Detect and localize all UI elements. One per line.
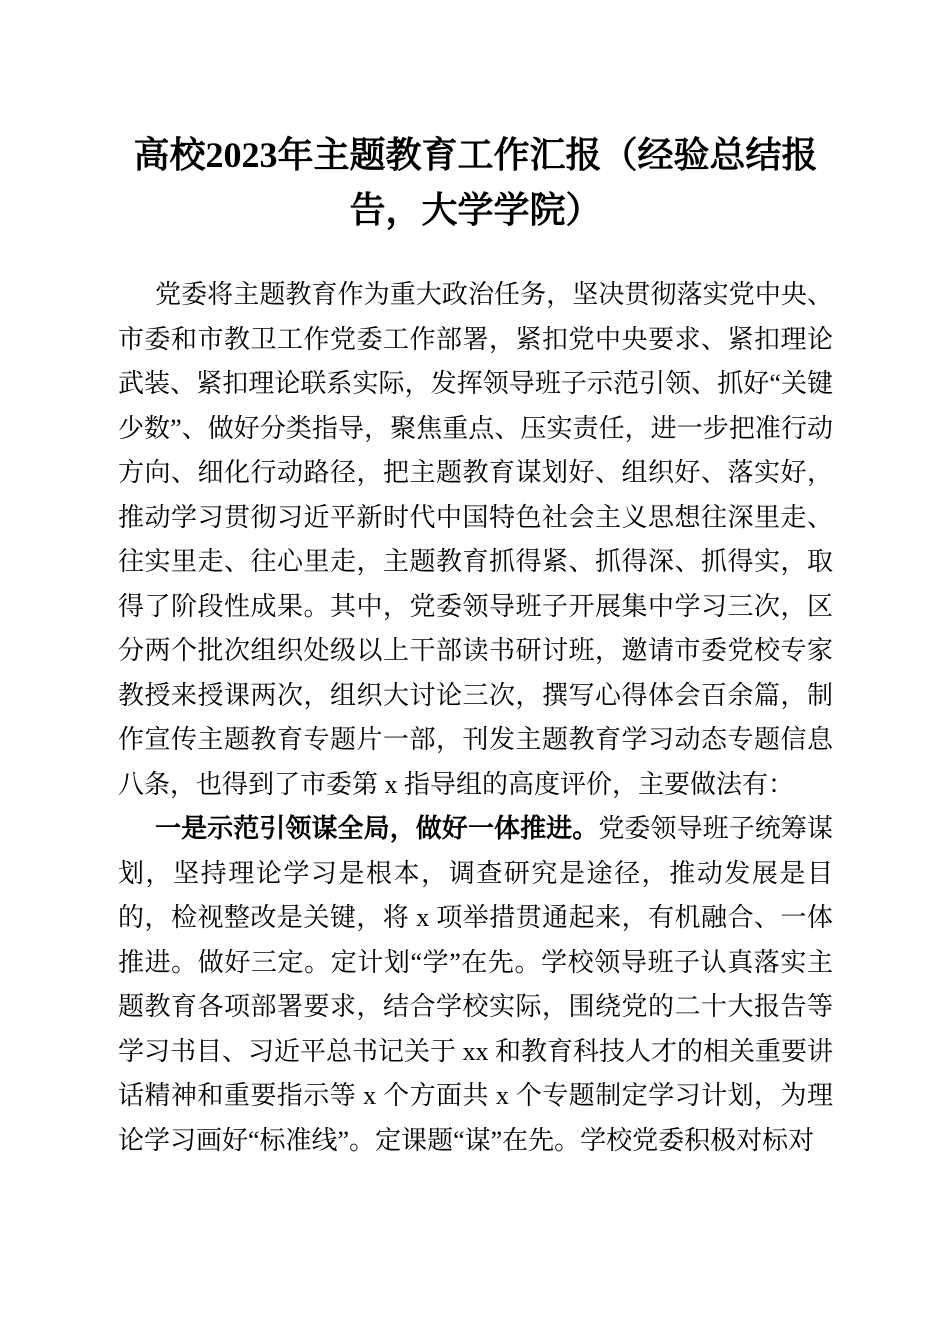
paragraph-point-one-lead: 一是示范引领谋全局，做好一体推进。 bbox=[155, 814, 599, 843]
paragraph-point-one bbox=[118, 807, 833, 1163]
document-title: 高校2023年主题教育工作汇报（经验总结报告，大学学院） bbox=[133, 135, 818, 230]
paragraph-intro: 党委将主题教育作为重大政治任务，坚决贯彻落实党中央、市委和市教卫工作党委工作部署，紧扣党中央要求、紧扣理论武装、紧扣理论联系实际，发挥领导班子示范引领、抓好“关键少数”、做好分类指导，聚焦重点、压实责任，进一步把准行动方向、细化行动路径，把主题教育谋划好、组织好、落实好，推动学习贯彻习近平新时代中国特色社会主义思想往深里走、往实里走、往心里走，主题教育抓得紧、抓得深、抓得实，取得了阶段性成果。其中，党委领导班子开展集中学习三次，区分两个批次组织处级以上干部读书研讨班，邀请市委党校专家教授来授课两次，组织大讨论三次，撰写心得体会百余篇，制作宣传主题教育专题片一部，刊发主题教育学习动态专题信息八条，也得到了市委第 x 指导组的高度评价，主要做法有： bbox=[118, 280, 833, 799]
paragraph-point-one-text: 党委领导班子统筹谋划，坚持理论学习是根本，调查研究是途径，推动发展是目的，检视整改是关键，将 x 项举措贯通起来，有机融合、一体推进。做好三定。定计划“学”在先。学校领导班子认真落实主题教育各项部署要求，结合学校实际，围绕党的二十大报告等学习书目、习近平总书记关于 xx 和教育科技人才的相关重要讲话精神和重要指示等 x 个方面共 x 个专题制定学习计划，为理论学习画好“标准线”。定课题“谋”在先。学校党委积极对标对 bbox=[118, 814, 834, 1155]
document-body bbox=[118, 273, 833, 1163]
